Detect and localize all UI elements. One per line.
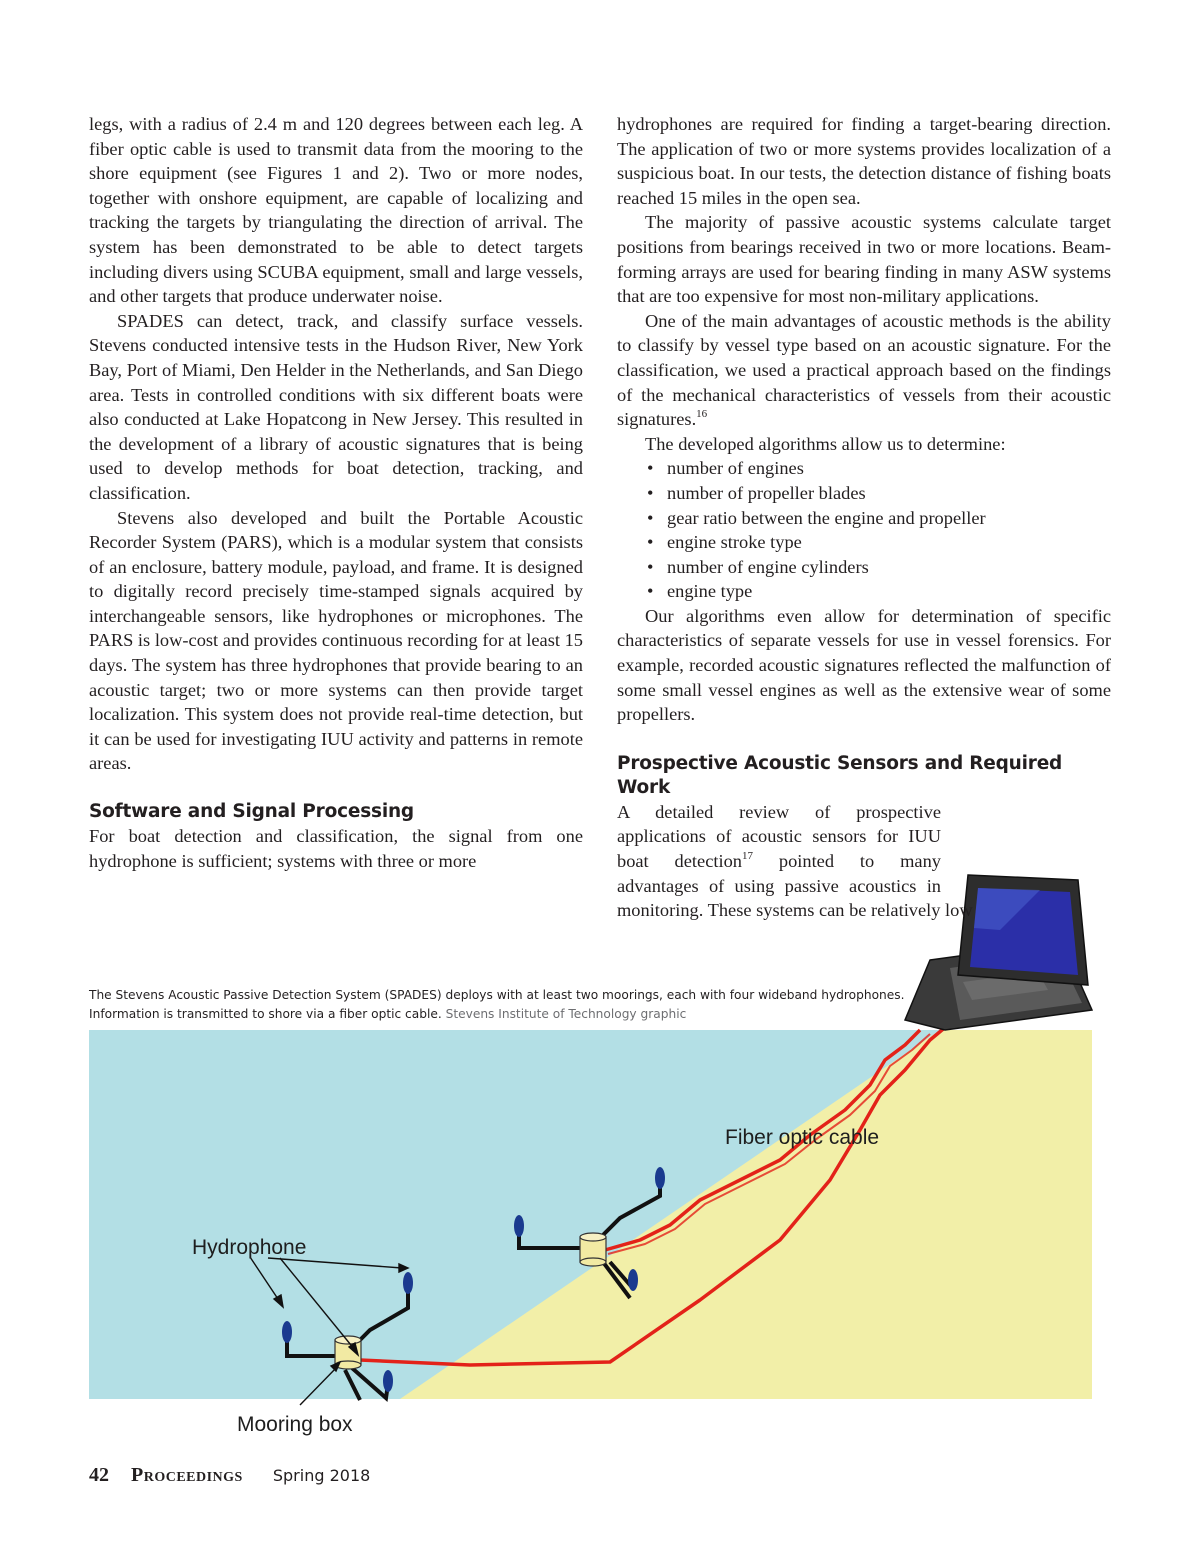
bullet-list [617,456,1111,604]
list-item: • engine type [647,579,1111,604]
paragraph-text: One of the main advantages of acoustic methods is the ability to classify by vessel type based on an acoustic signature. For the classification, we used a practical approach based on the findings of the mechanical characteristics of vessels from their acoustic signatures. [617,310,1111,430]
paragraph [617,800,1111,923]
hydrophone-icon [383,1370,393,1392]
right-column [617,112,1111,923]
section-heading: Prospective Acoustic Sensors and Required Work [617,752,1063,798]
hydrophone-icon [282,1321,292,1343]
magazine-title: Proceedings [131,1464,243,1486]
mooring-box-icon [580,1233,606,1266]
paragraph: The majority of passive acoustic systems calculate target positions from bearings received in two or more locations. Beam-forming arrays are used for bearing finding in many ASW systems that are too expensive for most non-military applications. [617,212,1111,307]
paragraph-text: A detailed review of prospective applications of acoustic sensors for IUU boat detection [617,801,941,872]
paragraph: Our algorithms even allow for determination of specific characteristics of separate vessels for use in vessel forensics. For example, recorded acoustic signatures reflected the malfunction of some small vessel engines as well as the extensive wear of some propellers. [617,605,1111,725]
section-heading: Software and Signal Processing [89,801,414,823]
list-item: • engine stroke type [647,530,1111,555]
laptop-wrap-space [941,800,1111,875]
paragraph [617,309,1111,432]
issue-date: Spring 2018 [272,1466,371,1485]
paragraph: The developed algorithms allow us to determine: [645,433,1006,454]
paragraph: Stevens also developed and built the Portable Acoustic Recorder System (PARS), which is a modular system that consists of an enclosure, battery module, payload, and frame. It is designed to digitally record precisely time-stamped signals acquired by interchangeable sensors, like hydrophones or microphones. The PARS is low-cost and provides continuous recording for at least 15 days. The system has three hydrophones that provide bearing to an acoustic target; two or more systems can then provide target localization. This system does not provide real-time detection, but it can be used for investigating IUU activity and patterns in remote areas. [89,507,583,774]
hydrophone-icon [514,1215,524,1237]
footnote-ref: 16 [696,408,708,421]
list-item: • number of engines [647,456,1111,481]
list-item: • number of engine cylinders [647,555,1111,580]
label-hydrophone: Hydrophone [192,1236,307,1259]
left-column [89,112,583,873]
figure-caption [89,986,919,1024]
list-item: • gear ratio between the engine and propeller [647,506,1111,531]
list-item: • number of propeller blades [647,481,1111,506]
paragraph: SPADES can detect, track, and classify surface vessels. Stevens conducted intensive tests in the Hudson River, New York Bay, Port of Miami, Den Helder in the Netherlands, and San Diego area. Tests in controlled conditions with six different boats were also conducted at Lake Hopatcong in New Jersey. This resulted in the development of a library of acoustic signatures that is being used to develop methods for boat detection, tracking, and classification. [89,310,583,503]
paragraph: legs, with a radius of 2.4 m and 120 degrees between each leg. A fiber optic cable is used to transmit data from the mooring to the shore equipment (see Figures 1 and 2). Two or more nodes, together with onshore equipment, are capable of localizing and tracking the targets by triangulating the direction of arrival. The system has been demonstrated to be able to detect targets including divers using SCUBA equipment, small and large vessels, and other targets that produce underwater noise. [89,114,583,307]
page-footer [89,1464,370,1487]
paragraph: For boat detection and classification, the signal from one hydrophone is sufficient; systems with three or more [89,826,583,871]
hydrophone-icon [628,1269,638,1291]
footnote-ref: 17 [741,850,753,863]
paragraph: hydrophones are required for finding a target-bearing direction. The application of two or more systems provides localization of a suspicious boat. In our tests, the detection distance of fishing boats reached 15 miles in the open sea. [617,114,1111,208]
caption-text: The Stevens Acoustic Passive Detection System (SPADES) deploys with at least two moorings, each with four wideband hydrophones. Information is transmitted to shore via a fiber optic cable. [89,988,905,1021]
label-fiber-optic-cable: Fiber optic cable [725,1126,880,1149]
hydrophone-icon [403,1272,413,1294]
page-number: 42 [89,1464,109,1486]
paragraph-text: pointed to many advantages of using passive acoustics in monitoring. These systems can be relatively low [617,851,973,921]
hydrophone-icon [655,1167,665,1189]
label-mooring-box: Mooring box [237,1413,353,1436]
caption-credit: Stevens Institute of Technology graphic [445,1007,687,1021]
